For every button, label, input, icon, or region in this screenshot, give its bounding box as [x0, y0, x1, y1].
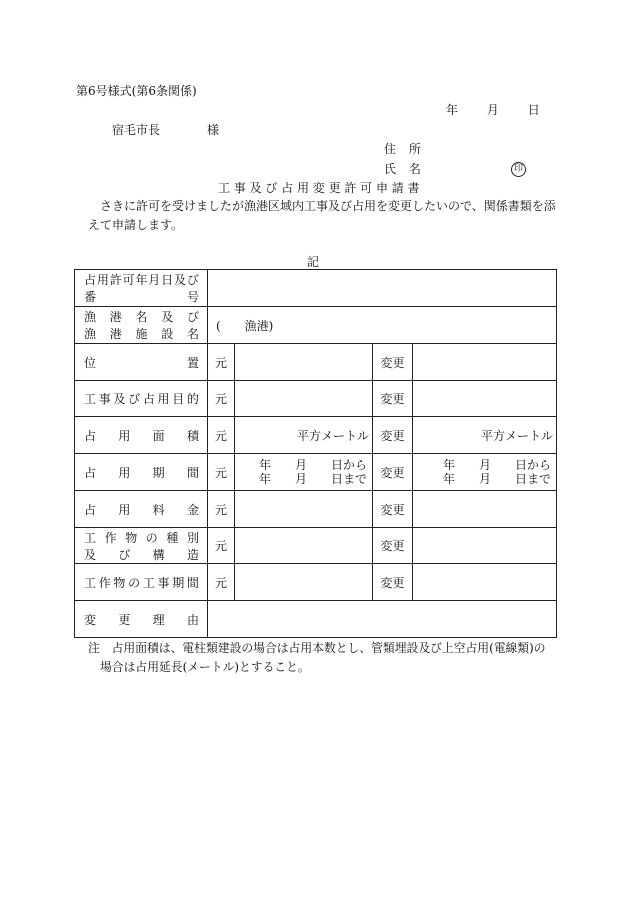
label-line [84, 390, 199, 407]
label-char: 用 [118, 428, 131, 443]
changed-label: 変更 [373, 528, 413, 564]
label-char: 料 [152, 502, 165, 517]
label-char: 及 [174, 273, 187, 287]
changed-label: 変更 [373, 417, 413, 454]
table-row-period [75, 454, 557, 491]
label-char: 物 [125, 530, 138, 545]
label-char: 置 [186, 355, 199, 370]
period-line: 年 月 日から [443, 458, 552, 472]
label-char: 名 [135, 310, 148, 324]
table-row-reason [75, 601, 557, 638]
table-row-structure [75, 528, 557, 564]
reason-value[interactable] [208, 601, 557, 638]
structure-original-value[interactable] [235, 528, 373, 564]
label-line [84, 308, 199, 325]
label-char: 月 [148, 273, 161, 287]
table-row-area [75, 417, 557, 454]
label-char: 漁 [84, 310, 97, 324]
row-label-work-period [75, 564, 208, 601]
label-char: 施 [135, 327, 148, 341]
label-char: 間 [186, 465, 199, 480]
date-month: 月 [486, 103, 499, 117]
purpose-changed-value[interactable] [413, 381, 557, 417]
permit-date-value[interactable] [208, 270, 557, 307]
period-line: 年 月 日まで [259, 472, 368, 486]
date-line [446, 104, 540, 116]
label-line [84, 464, 199, 481]
label-char: 及 [161, 310, 174, 324]
label-char: 面 [152, 428, 165, 443]
label-char: び [186, 273, 199, 287]
label-line [84, 427, 199, 444]
label-char: 用 [118, 465, 131, 480]
addressee-name: 宿毛市長 [112, 123, 161, 137]
seal-icon: 印 [511, 162, 526, 177]
label-char: 用 [96, 273, 109, 287]
label-char: 目 [172, 392, 185, 406]
changed-label: 変更 [373, 344, 413, 381]
label-char: び [128, 392, 141, 406]
row-label-permit-date [75, 270, 208, 307]
changed-label: 変更 [373, 491, 413, 528]
note-line-1: 注 占用面積は、電柱類建設の場合は占用本数とし、管類埋設及び上空占用(電線類)の [88, 641, 546, 655]
period-line: 年 月 日まで [443, 472, 552, 486]
changed-label: 変更 [373, 381, 413, 417]
label-char: 占 [142, 392, 155, 406]
label-char: 用 [157, 392, 170, 406]
document-title: 工事及び占用変更許可申請書 [218, 181, 424, 195]
period-block [235, 458, 372, 486]
label-char: 更 [118, 612, 131, 627]
label-char: 占 [84, 428, 97, 443]
label-line [84, 546, 199, 563]
table-row-purpose [75, 381, 557, 417]
label-line [84, 325, 199, 342]
changed-label: 変更 [373, 564, 413, 601]
period-changed-value[interactable] [413, 454, 557, 491]
label-char: 用 [118, 502, 131, 517]
label-char: 号 [186, 290, 199, 304]
row-label-port-name [75, 307, 208, 344]
label-line [84, 611, 199, 628]
period-line: 年 月 日から [259, 458, 368, 472]
table-row-work-period [75, 564, 557, 601]
period-block [413, 458, 556, 486]
label-char: 作 [98, 575, 111, 590]
fee-original-value[interactable] [235, 491, 373, 528]
label-char: び [118, 547, 131, 562]
addressee-honorific: 様 [207, 123, 220, 137]
fee-changed-value[interactable] [413, 491, 557, 528]
label-char: 工 [84, 392, 97, 406]
label-char: 年 [135, 273, 148, 287]
label-char: 港 [109, 327, 122, 341]
label-char: 理 [152, 612, 165, 627]
label-char: 事 [157, 575, 170, 590]
name-char-1: 氏 [384, 162, 397, 176]
label-char: 占 [84, 502, 97, 517]
label-char: 占 [84, 465, 97, 480]
row-label-purpose [75, 381, 208, 417]
original-label: 元 [208, 344, 235, 381]
label-char: 及 [84, 547, 97, 562]
structure-changed-value[interactable] [413, 528, 557, 564]
label-char: 構 [152, 547, 165, 562]
area-unit-changed: 平方メートル [480, 428, 553, 443]
row-label-reason [75, 601, 208, 638]
table-row-location [75, 344, 557, 381]
row-label-area [75, 417, 208, 454]
label-line [84, 288, 199, 305]
period-original-value[interactable] [235, 454, 373, 491]
label-char: 由 [186, 612, 199, 627]
name-char-2: 名 [408, 162, 421, 176]
label-char: 工 [84, 530, 97, 545]
address-char-1: 住 [384, 142, 397, 156]
label-char: 間 [186, 575, 199, 590]
note-line-2: 場合は占用延長(メートル)とすること。 [100, 660, 310, 674]
applicant-address-label [384, 143, 421, 155]
area-changed-value[interactable] [413, 417, 557, 454]
intro-line-1: さきに許可を受けましたが漁港区域内工事及び占用を変更したいので、関係書類を添 [100, 199, 556, 213]
changed-label: 変更 [373, 454, 413, 491]
label-char: 造 [186, 547, 199, 562]
original-label: 元 [208, 417, 235, 454]
ki-heading: 記 [307, 255, 320, 269]
row-label-structure [75, 528, 208, 564]
label-line [84, 529, 199, 546]
applicant-name-label [384, 163, 421, 175]
label-char: 積 [186, 428, 199, 443]
label-char: 作 [104, 530, 117, 545]
table-row-port-name [75, 307, 557, 344]
label-char: 種 [166, 530, 179, 545]
location-changed-value[interactable] [413, 344, 557, 381]
label-char: 日 [161, 273, 174, 287]
label-char: の [128, 575, 141, 590]
label-char: 占 [84, 273, 97, 287]
work-period-changed-value[interactable] [413, 564, 557, 601]
row-label-location [75, 344, 208, 381]
table-row-permit-date [75, 270, 557, 307]
port-name-text: ( 漁港) [216, 318, 274, 333]
label-line [84, 354, 199, 371]
original-label: 元 [208, 454, 235, 491]
seal-mark [511, 161, 526, 177]
label-char: 名 [186, 327, 199, 341]
row-label-period [75, 454, 208, 491]
port-name-value[interactable] [208, 307, 557, 344]
application-table [74, 269, 557, 638]
table-row-fee [75, 491, 557, 528]
label-char: 期 [172, 575, 185, 590]
label-char: 変 [84, 612, 97, 627]
label-char: 許 [109, 273, 122, 287]
original-label: 元 [208, 564, 235, 601]
label-char: 港 [109, 310, 122, 324]
original-label: 元 [208, 528, 235, 564]
work-period-original-value[interactable] [235, 564, 373, 601]
intro-line-2: えて申請します。 [88, 218, 184, 232]
label-char: 工 [84, 575, 97, 590]
label-char: 工 [142, 575, 155, 590]
purpose-original-value[interactable] [235, 381, 373, 417]
label-char: 可 [122, 273, 135, 287]
original-label: 元 [208, 381, 235, 417]
label-line [84, 574, 199, 591]
label-char: 金 [186, 502, 199, 517]
label-char: 漁 [84, 327, 97, 341]
label-char: 位 [84, 355, 97, 370]
label-line [84, 271, 199, 288]
label-char: 番 [84, 290, 97, 304]
label-char: 物 [113, 575, 126, 590]
label-char: の [145, 530, 158, 545]
date-year: 年 [446, 103, 459, 117]
row-label-fee [75, 491, 208, 528]
label-char: 別 [186, 530, 199, 545]
location-original-value[interactable] [235, 344, 373, 381]
date-day: 日 [527, 103, 540, 117]
original-label: 元 [208, 491, 235, 528]
label-char: 期 [152, 465, 165, 480]
label-line [84, 501, 199, 518]
label-char: 及 [113, 392, 126, 406]
label-char: び [186, 310, 199, 324]
area-unit-original: 平方メートル [296, 428, 369, 443]
label-char: 的 [186, 392, 199, 406]
label-char: 設 [161, 327, 174, 341]
address-char-2: 所 [408, 142, 421, 156]
area-original-value[interactable] [235, 417, 373, 454]
label-char: 事 [98, 392, 111, 406]
form-number: 第6号様式(第6条関係) [76, 84, 197, 98]
